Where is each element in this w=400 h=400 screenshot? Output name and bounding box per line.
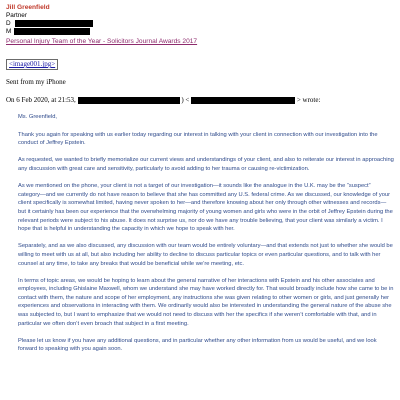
email-signature bbox=[6, 4, 93, 36]
signature-mobile-prefix: M bbox=[6, 28, 12, 36]
signature-name: Jill Greenfield bbox=[6, 4, 50, 11]
email-paragraph-4: Separately, and as we also discussed, any discussion with our team would be entirely voluntary—and that extends not just to whether she would be willing to meet with us at all, but also including her ability to decline to discuss particular topics or even particular questions, and to talk with her counsel at any time, to take any breaks that would be beneficial while we’re meeting, etc. bbox=[18, 243, 393, 267]
email-paragraph-6: Please let us know if you have any additional questions, and in particular whether any other information from us would be useful, and we look forward to speaking with you again soon. bbox=[18, 337, 377, 353]
reply-header-mid: ) < bbox=[181, 96, 190, 104]
signature-title: Partner bbox=[6, 12, 27, 19]
email-paragraph-2: As requested, we wanted to briefly memorialize our current views and understandings of your client, and also to reiterate our interest in approaching any discussion with great care and sensitivity, particularly to avoid adding to her trauma or causing re-victimization. bbox=[18, 157, 394, 172]
email-body bbox=[18, 113, 394, 363]
award-link[interactable]: Personal Injury Team of the Year - Solicitors Journal Awards 2017 bbox=[6, 38, 198, 45]
email-paragraph-3: As we mentioned on the phone, your client is not a target of our investigation—it sounds like the analogue in the U.K. may be the “suspect” category—and we currently do not have reason to believe that she has committed any U.S. federal crime. As we discussed, our knowledge of your client specifically is somewhat limited, having never spoken to her—and therefore knowing about her only through other witnesses and records—but it certainly has been our experience that the overwhelming majority of young women and girls who were in the orbit of Jeffrey Epstein during the relevant periods were subject to his abuse. It does not surprise us, nor do we have any trouble believing, that your client was similarly a victim. I hope that is helpful in understanding the capacity in which we hope to speak with her. bbox=[18, 183, 393, 233]
phone-redaction bbox=[15, 20, 93, 27]
signature-phone-line bbox=[6, 20, 93, 28]
signature-mobile-line bbox=[6, 28, 93, 36]
reply-header bbox=[6, 96, 320, 104]
signature-phone-prefix: D bbox=[6, 20, 11, 28]
email-paragraph-1: Thank you again for speaking with us earlier today regarding our interest in talking with your client in connection with our investigation into the conduct of Jeffrey Epstein. bbox=[18, 131, 378, 147]
sender-name-redaction bbox=[78, 97, 180, 104]
image-placeholder-link[interactable]: <image001.jpg> bbox=[6, 59, 58, 70]
sender-email-redaction bbox=[191, 97, 295, 104]
email-salutation: Ms. Greenfield, bbox=[18, 114, 57, 120]
mobile-redaction bbox=[14, 28, 90, 35]
sent-from-line: Sent from my iPhone bbox=[6, 78, 66, 86]
reply-header-prefix: On 6 Feb 2020, at 21:53, bbox=[6, 96, 76, 104]
reply-header-suffix: > wrote: bbox=[296, 96, 321, 104]
email-paragraph-5: In terms of topic areas, we would be hoping to learn about the general narrative of her interactions with Epstein and his other associates and employees, including Ghislaine Maxwell, whom we understand she may have worked directly for. That would broadly include how she came to be in contact with them, the nature and scope of her employment, any instructions she was given relating to other women or girls, and just generally her experiences and observations in interacting with them. We ordinarily would also be interested in understanding the general nature of the abuse she was subjected to, but I want to emphasize that we would not need to discuss with her the specifics if she weren’t comfortable with that, and in particular we often don’t even broach that subject in a first meeting. bbox=[18, 277, 394, 327]
